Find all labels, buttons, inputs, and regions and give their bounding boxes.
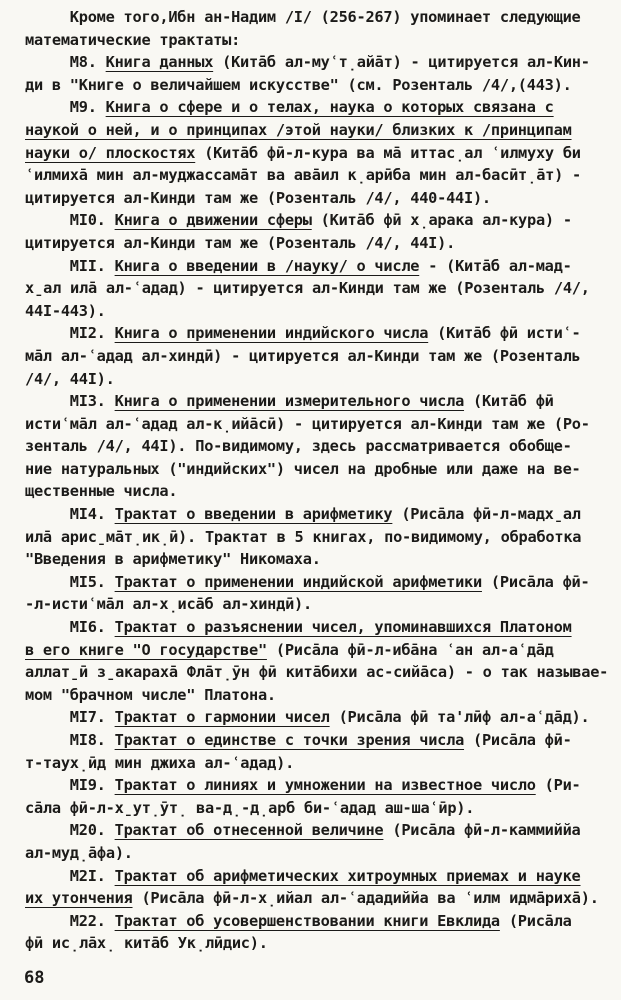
text-line [25, 593, 615, 616]
text-line [25, 729, 615, 752]
text-run: (Риса̄ла фӣ-л-х̣ийал ал-ʿададиййа ва ʿилм идма̄риха̄). [132, 889, 599, 908]
text-run: МI9. [25, 776, 115, 795]
text-line [25, 480, 615, 503]
text-run: (Риса̄ла [499, 911, 572, 930]
text-run: Кроме того,Ибн ан-Надим /I/ (256-267) упоминает следующие [25, 8, 581, 26]
text-run: (Риса̄ла фӣ- [481, 572, 590, 591]
text-run: МI6. [25, 618, 115, 637]
underlined-text-run: Книга о сфере и о телах, наука о которых связана с [105, 98, 554, 117]
text-line [25, 661, 615, 684]
text-line [25, 865, 615, 888]
page-number: 68 [24, 968, 45, 988]
text-run: (Кита̄б ал-муʿт̣айа̄т) - цитируется ал-Кин- [213, 53, 590, 72]
text-run: М20. [25, 821, 115, 840]
text-block [25, 6, 615, 955]
underlined-text-run: Книга о введении в /науку/ о числе [114, 256, 420, 275]
text-line [25, 322, 615, 345]
underlined-text-run: Трактат о единстве с точки зрения числа [114, 731, 465, 749]
text-line [25, 142, 615, 165]
text-run: М9. [25, 98, 106, 117]
text-run: ила̄ арис̱ма̄т̣ик̣ӣ). Трактат в 5 книгах, по-видимому, обработка [25, 527, 582, 546]
text-line [25, 74, 615, 97]
text-line [25, 368, 615, 391]
text-run: математические трактаты: [25, 30, 241, 49]
text-run: фӣ ис̣ла̄х̣ кита̄б Ук̣лӣдис). [25, 934, 268, 953]
text-run: зенталь /4/, 44I). По-видимому, здесь рассматривается обобще- [25, 437, 572, 456]
text-line [25, 503, 615, 526]
text-line [25, 887, 615, 910]
text-line [25, 209, 615, 232]
text-line [25, 752, 615, 775]
text-run: МI8. [25, 731, 115, 749]
text-run: мом "брачном числе" Платона. [25, 685, 276, 704]
text-line [25, 232, 615, 255]
underlined-text-run: Трактат об отнесенной величине [114, 821, 384, 840]
text-run: ʿилмиха̄ мин ал-муджассама̄т ва ава̄ил к̣арӣба мин ал-басӣт̣а̄т) - [25, 166, 581, 185]
underlined-text-run: науки о/ плоскостях [25, 143, 196, 162]
text-line [25, 571, 615, 594]
text-run: (Кита̄б фӣ х̣арака ал-кура) - [311, 211, 572, 230]
text-line [25, 639, 615, 662]
text-run: ние натуральных ("индийских") чисел на дробные или даже на ве- [25, 459, 581, 478]
text-run: х̱ал ила̄ ал-ʿадад) - цитируется ал-Кинди там же (Розенталь /4/, [25, 279, 590, 298]
text-line [25, 842, 615, 865]
text-run: МI5. [25, 572, 115, 591]
text-run: МI7. [25, 708, 115, 727]
text-line [25, 526, 615, 549]
underlined-text-run: Трактат о линиях и умножении на известное число [114, 776, 536, 795]
text-line [25, 706, 615, 729]
text-line [25, 390, 615, 413]
text-line [25, 932, 615, 955]
underlined-text-run: наукой о ней, и о принципах /этой науки/ близких к /принципам [25, 120, 572, 139]
text-run: (Риса̄ла фӣ-л-мадх̱ал [392, 505, 581, 524]
text-line [25, 187, 615, 210]
underlined-text-run: Трактат о применении индийской арифметики [114, 572, 482, 591]
underlined-text-run: в его книге "О государстве" [25, 640, 267, 659]
text-run: истиʿма̄л ал-ʿадад ал-к̣ийа̄сӣ) - цитируется ал-Кинди там же (Ро- [25, 414, 590, 433]
underlined-text-run: Трактат о гармонии чисел [114, 708, 330, 727]
underlined-text-run: Книга о применении индийского числа [114, 324, 429, 343]
underlined-text-run: их утончения [25, 889, 133, 908]
text-run: ма̄л ал-ʿадад ал-хиндӣ) - цитируется ал-Кинди там же (Розенталь [25, 346, 581, 365]
text-line [25, 300, 615, 323]
text-run: МI4. [25, 505, 115, 524]
text-run: М2I. [25, 866, 115, 885]
underlined-text-run: Трактат об усовершенствовании книги Евклида [114, 911, 500, 930]
text-line [25, 96, 615, 119]
underlined-text-run: Книга данных [105, 53, 214, 72]
text-run: цитируется ал-Кинди там же (Розенталь /4/, 44I). [25, 233, 456, 252]
text-line [25, 164, 615, 187]
text-run: /4/, 44I). [25, 369, 115, 388]
text-line [25, 819, 615, 842]
text-run: 44I-443). [25, 301, 106, 320]
underlined-text-run: Трактат о разъяснении чисел, упоминавшихся Платоном [114, 618, 572, 637]
text-line [25, 29, 615, 52]
text-run: -л-истиʿма̄л ал-х̣иса̄б ал-хиндӣ). [25, 595, 312, 614]
text-run: - (Кита̄б ал-мад- [419, 256, 572, 275]
underlined-text-run: Трактат об арифметических хитроумных приемах и науке [114, 866, 581, 885]
text-run: щественные числа. [25, 482, 178, 501]
text-line [25, 548, 615, 571]
text-run: (Кита̄б фӣ истиʿ- [428, 324, 581, 343]
text-run: ди в "Книге о величайшем искусстве" (см. Розенталь /4/,(443). [25, 75, 572, 94]
text-run: М8. [25, 53, 106, 72]
text-line [25, 616, 615, 639]
text-run: "Введения в арифметику" Никомаха. [25, 550, 321, 569]
text-line [25, 910, 615, 933]
text-line [25, 435, 615, 458]
text-run: МI2. [25, 324, 115, 343]
underlined-text-run: Книга о применении измерительного числа [114, 392, 465, 411]
text-run: (Ри- [535, 776, 581, 795]
underlined-text-run: Трактат о введении в арифметику [114, 505, 393, 524]
text-line [25, 684, 615, 707]
text-line [25, 458, 615, 481]
text-run: (Риса̄ла фӣ- [464, 731, 572, 749]
text-run: (Кита̄б фӣ [464, 392, 554, 411]
text-run: ал-муд̣а̄фа). [25, 843, 133, 862]
text-run: са̄ла фӣ-л-х̱ут̣ӯт̣ ва-д̣-д̣арб би-ʿадад аш-шаʿӣр). [25, 798, 475, 817]
text-run: цитируется ал-Кинди там же (Розенталь /4/, 440-44I). [25, 188, 491, 207]
text-run: (Риса̄ла фӣ-л-иба̄на ʿан ал-аʿда̄д [266, 640, 554, 659]
text-run: МI0. [25, 211, 115, 230]
text-run: (Риса̄ла фӣ-л-каммиййа [383, 821, 581, 840]
text-line [25, 345, 615, 368]
underlined-text-run: Книга о движении сферы [114, 211, 312, 230]
text-run: (Риса̄ла фӣ та'лӣф ал-аʿда̄д). [329, 708, 590, 727]
text-line [25, 51, 615, 74]
text-run: МII. [25, 256, 115, 275]
text-line [25, 413, 615, 436]
text-line [25, 255, 615, 278]
text-line [25, 774, 615, 797]
text-line [25, 797, 615, 820]
text-run: (Кита̄б фӣ-л-кура ва ма̄ иттас̣ал ʿилмуху би [195, 143, 581, 162]
text-run: МI3. [25, 392, 115, 411]
text-run: М22. [25, 911, 115, 930]
text-line [25, 6, 615, 29]
text-line [25, 277, 615, 300]
text-run: аллат̱ӣ з̱акараха̄ Фла̄т̣ӯн фӣ кита̄бихи ас-сийа̄са) - о так называе- [25, 663, 609, 682]
text-run: т-таух̣ӣд мин джиха ал-ʿадад). [25, 753, 295, 772]
text-line [25, 119, 615, 142]
